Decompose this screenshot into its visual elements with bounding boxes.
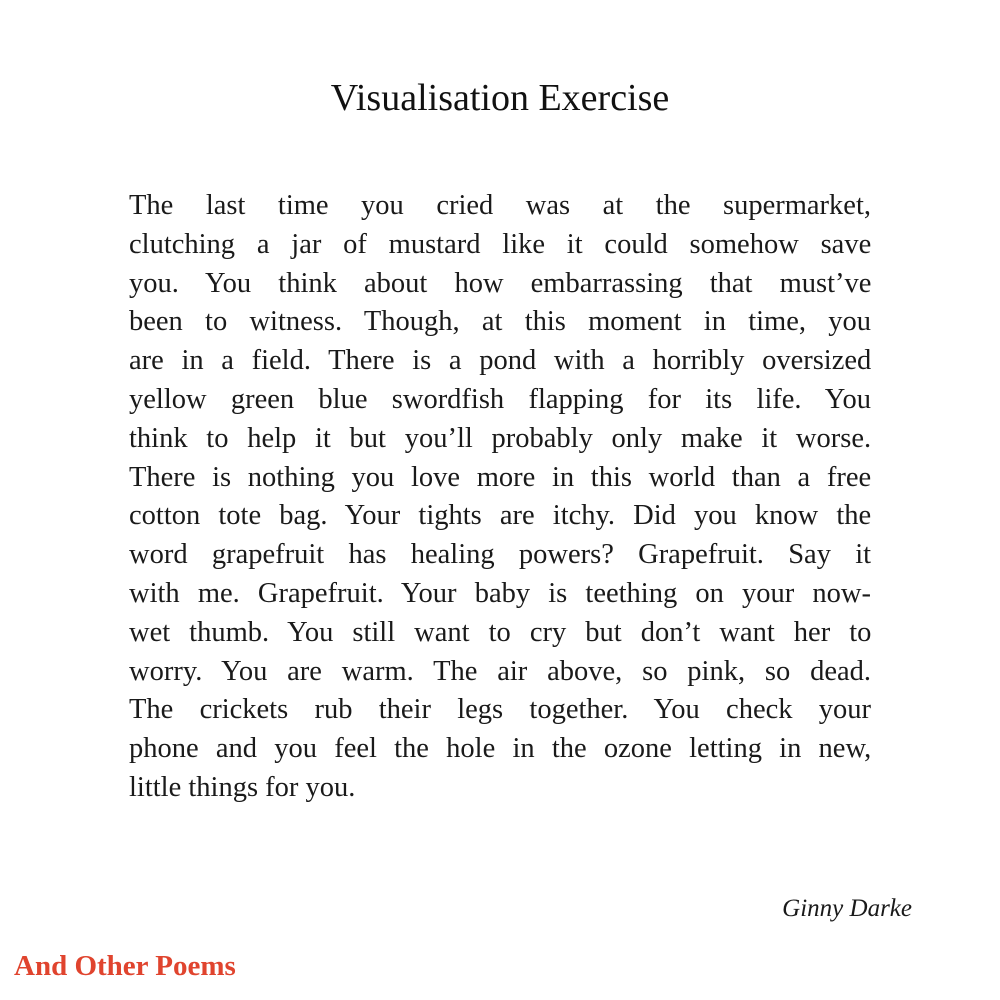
poem-line: wet thumb. You still want to cry but don’t want her to [129,616,872,648]
brand-name: And Other Poems [14,950,236,982]
poem-line: phone and you feel the hole in the ozone letting in new, [129,733,872,765]
poem-line: worry. You are warm. The air above, so pink, so dead. [129,655,871,687]
poem-line: with me. Grapefruit. Your baby is teething on your now- [129,577,871,609]
poem-title: Visualisation Exercise [330,77,670,119]
poem-body [129,187,871,808]
poem-line: little things for you. [129,771,356,803]
poem-line: cotton tote bag. Your tights are itchy. Did you know the [129,500,872,532]
poem-line: you. You think about how embarrassing that must’ve [129,267,872,299]
poem-line: The last time you cried was at the supermarket, [129,190,871,221]
poem-line: think to help it but you’ll probably only make it worse. [129,422,872,454]
author-name: Ginny Darke [782,895,912,922]
poem-line: been to witness. Though, at this moment in time, you [129,306,871,338]
poem-line: word grapefruit has healing powers? Grapefruit. Say it [129,539,872,571]
poem-line: The crickets rub their legs together. You check your [129,694,871,726]
poem-line: There is nothing you love more in this world than a free [129,461,872,493]
poem-line: are in a field. There is a pond with a horribly oversized [129,345,872,377]
poem-line: clutching a jar of mustard like it could somehow save [129,228,872,260]
poem-line: yellow green blue swordfish flapping for its life. You [129,383,871,415]
